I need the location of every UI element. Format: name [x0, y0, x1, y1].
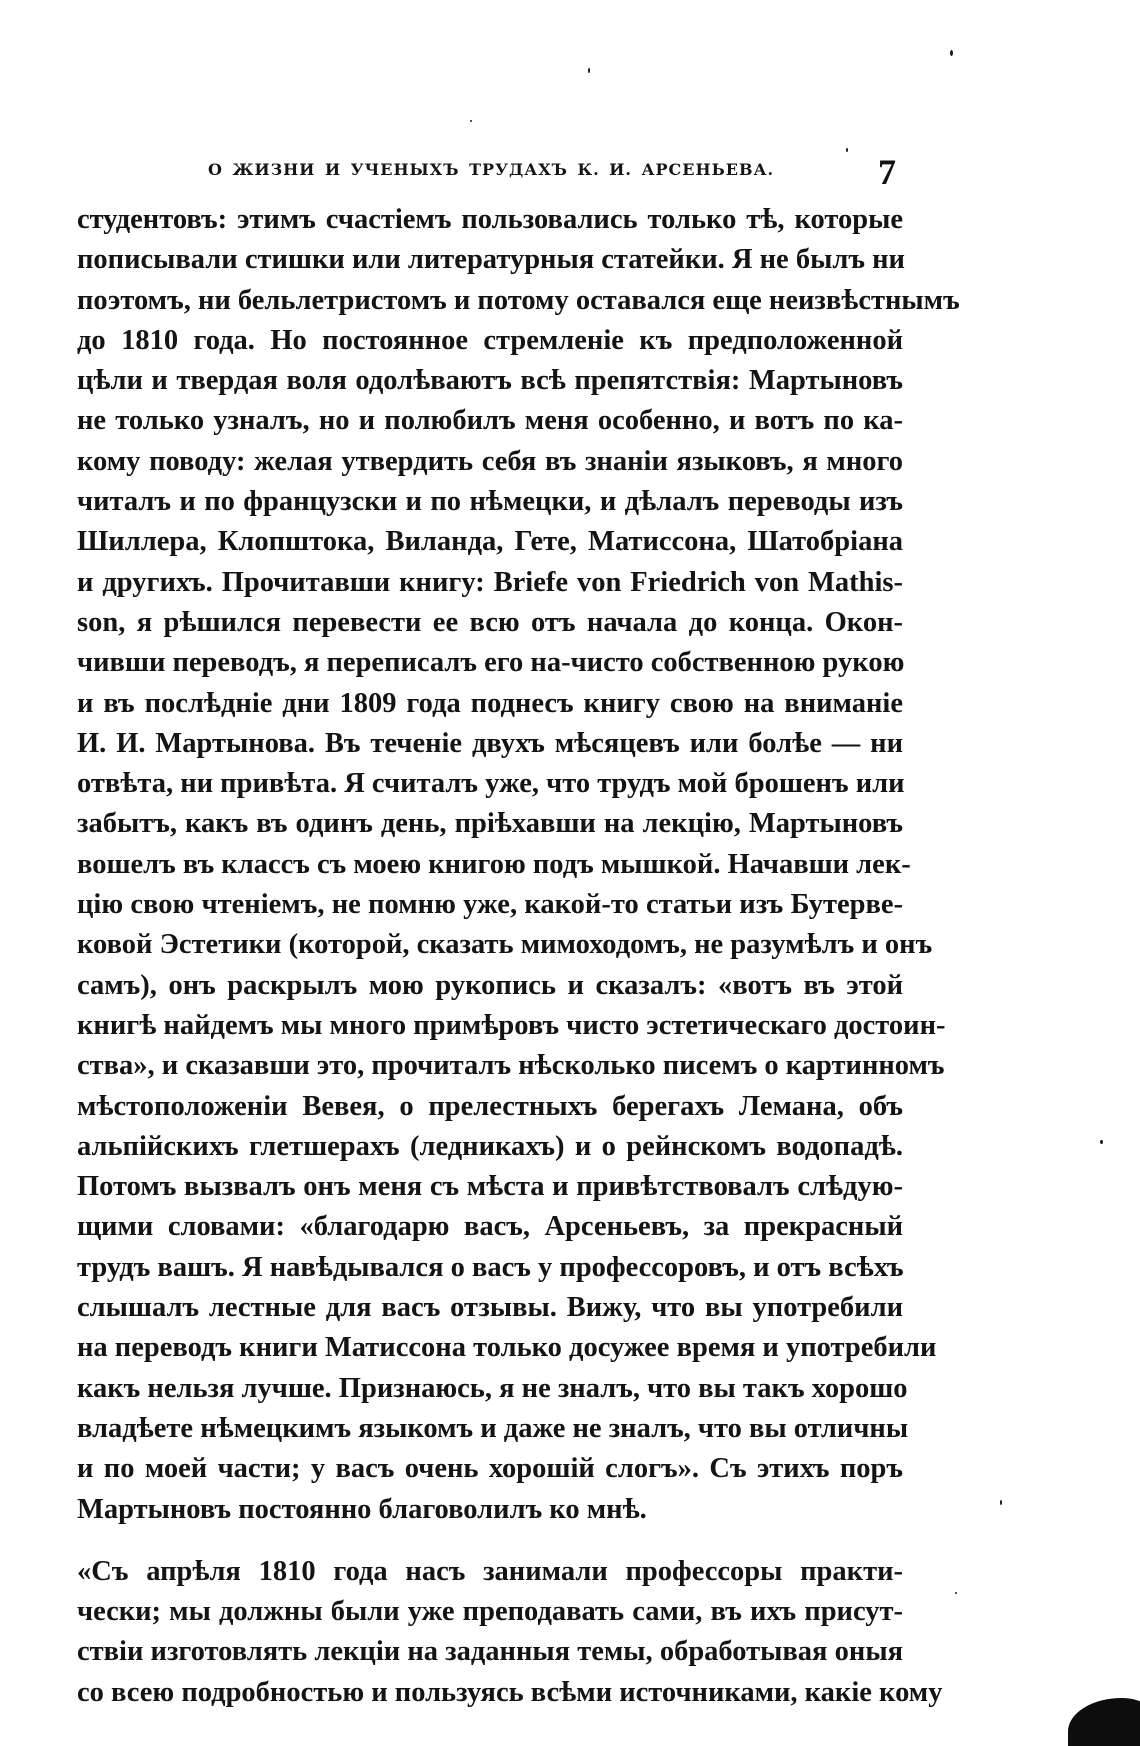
text-line: пописывали стишки или литературныя статейки. Я не былъ ни [77, 244, 905, 276]
text-line: владѣете нѣмецкимъ языкомъ и даже не зналъ, что вы отличны [77, 1412, 909, 1444]
text-line: на переводъ книги Матиссона только досужее время и употребили [77, 1332, 937, 1364]
text-line: книгѣ найдемъ мы много примѣровъ чисто эстетическаго достоин- [77, 1009, 946, 1041]
scan-edge-shadow [1068, 1698, 1140, 1746]
scan-speck [1000, 1500, 1002, 1505]
text-line: цію свою чтеніемъ, не помню уже, какой-то статьи изъ Бутерве- [77, 889, 903, 921]
text-line: и другихъ. Прочитавши книгу: Briefe von Friedrich von Mathis- [77, 566, 903, 598]
text-line: до 1810 года. Но постоянное стремленіе къ предположенной [77, 324, 903, 356]
text-line: son, я рѣшился перевести ее всю отъ начала до конца. Окон- [77, 606, 903, 638]
scan-speck [588, 68, 590, 73]
text-line: щими словами: «благодарю васъ, Арсеньевъ, за прекрасный [77, 1211, 903, 1243]
body-text [77, 200, 960, 1713]
paragraph-2 [77, 1552, 943, 1713]
text-line: чивши переводъ, я переписалъ его на-чисто собственною рукою [77, 647, 905, 679]
text-line: ства», и сказавши это, прочиталъ нѣсколько писемъ о картинномъ [77, 1050, 945, 1082]
paragraph-gap [77, 1530, 903, 1552]
scan-speck [1100, 1140, 1103, 1144]
text-line: трудъ вашъ. Я навѣдывался о васъ у профессоровъ, и отъ всѣхъ [77, 1251, 904, 1283]
scan-speck [955, 1592, 957, 1594]
text-line: поэтомъ, ни бельлетристомъ и потому оставался еще неизвѣстнымъ [77, 284, 960, 316]
text-line: отвѣта, ни привѣта. Я считалъ уже, что трудъ мой брошенъ или [77, 768, 905, 800]
text-line: Мартыновъ постоянно благоволилъ ко мнѣ. [77, 1493, 647, 1525]
paragraph-1 [77, 200, 960, 1530]
text-line: и по моей части; у васъ очень хорошій слогъ». Съ этихъ поръ [77, 1453, 903, 1485]
text-line: цѣли и твердая воля одолѣваютъ всѣ препятствія: Мартыновъ [77, 365, 903, 397]
text-line: И. И. Мартынова. Въ теченіе двухъ мѣсяцевъ или болѣе — ни [77, 727, 903, 759]
text-line: ствіи изготовлять лекціи на заданныя темы, обработывая оныя [77, 1636, 903, 1668]
text-line: вошелъ въ классъ съ моею книгою подъ мышкой. Начавши лек- [77, 848, 911, 880]
running-title: О ЖИЗНИ И УЧЕНЫХЪ ТРУДАХЪ К. И. АРСЕНЬЕВА. [208, 160, 775, 179]
text-line: «Съ апрѣля 1810 года насъ занимали профессоры практи- [77, 1555, 903, 1587]
text-line: Потомъ вызвалъ онъ меня съ мѣста и привѣтствовалъ слѣдую- [77, 1171, 903, 1203]
text-line: чески; мы должны были уже преподавать сами, въ ихъ присут- [77, 1596, 903, 1628]
text-line: какъ нельзя лучше. Признаюсь, я не зналъ, что вы такъ хорошо [77, 1372, 908, 1404]
text-line: мѣстоположеніи Вевея, о прелестныхъ берегахъ Лемана, объ [77, 1090, 903, 1122]
text-line: слышалъ лестные для васъ отзывы. Вижу, что вы употребили [77, 1292, 903, 1324]
text-line: и въ послѣдніе дни 1809 года поднесъ книгу свою на вниманіе [77, 687, 903, 719]
scan-speck [470, 120, 472, 122]
text-line: не только узналъ, но и полюбилъ меня особенно, и вотъ по ка- [77, 405, 903, 437]
text-line: Шиллера, Клопштока, Виланда, Гете, Матиссона, Шатобріана [77, 526, 903, 558]
text-line: со всею подробностью и пользуясь всѣми источниками, какіе кому [77, 1676, 943, 1708]
scan-speck [950, 50, 953, 56]
text-line: забытъ, какъ въ одинъ день, пріѣхавши на лекцію, Мартыновъ [77, 808, 903, 840]
page-number: 7 [878, 152, 896, 192]
text-line: ковой Эстетики (которой, сказать мимоходомъ, не разумѣлъ и онъ [77, 929, 933, 961]
scan-speck [846, 148, 848, 152]
text-line: альпійскихъ глетшерахъ (ледникахъ) и о рейнскомъ водопадѣ. [77, 1130, 903, 1162]
text-line: студентовъ: этимъ счастіемъ пользовались только тѣ, которые [77, 204, 903, 235]
text-line: кому поводу: желая утвердить себя въ знаніи языковъ, я много [77, 445, 903, 477]
text-line: читалъ и по французски и по нѣмецки, и дѣлалъ переводы изъ [77, 486, 903, 518]
text-line: самъ), онъ раскрылъ мою рукопись и сказалъ: «вотъ въ этой [77, 969, 903, 1001]
